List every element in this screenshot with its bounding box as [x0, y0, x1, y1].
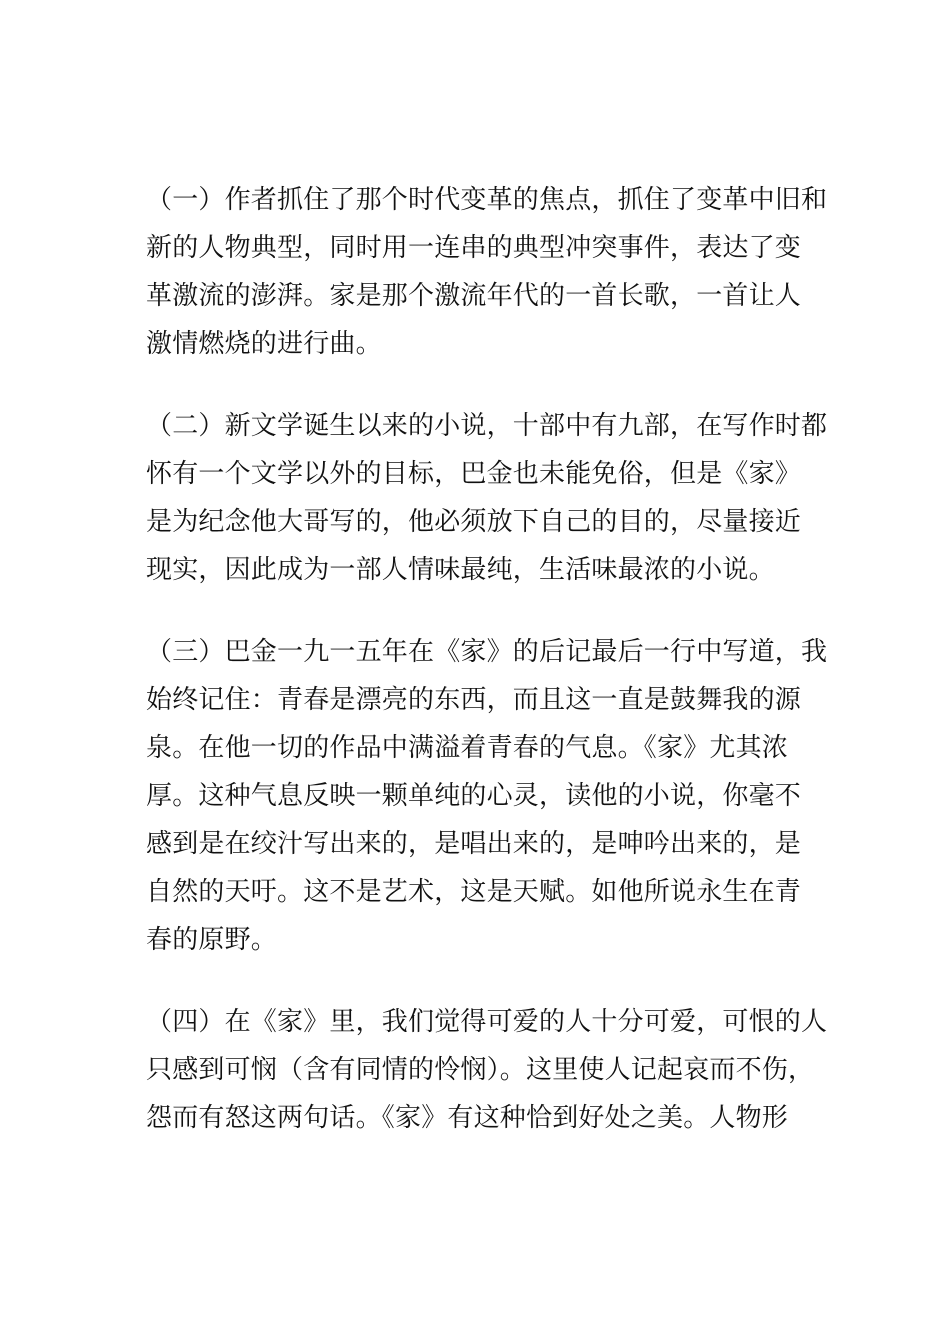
text-line: 自然的天吁。这不是艺术，这是天赋。如他所说永生在青 [146, 877, 802, 907]
text-line: 现实，因此成为一部人情味最纯，生活味最浓的小说。 [146, 555, 775, 585]
text-line: （四）在《家》里，我们觉得可爱的人十分可爱，可恨的人 [146, 1007, 828, 1037]
text-line: 怀有一个文学以外的目标，巴金也未能免俗，但是《家》 [146, 459, 802, 489]
paragraph-1 [146, 176, 828, 368]
text-line: （二）新文学诞生以来的小说，十部中有九部，在写作时都 [146, 411, 828, 441]
document-body [146, 176, 828, 1176]
text-line: 是为纪念他大哥写的，他必须放下自己的目的，尽量接近 [146, 507, 802, 537]
text-line: 感到是在绞汁写出来的，是唱出来的，是呻吟出来的，是 [146, 829, 802, 859]
text-line: 只感到可悯（含有同情的怜悯）。这里使人记起哀而不伤， [146, 1055, 815, 1085]
text-line: （一）作者抓住了那个时代变革的焦点，抓住了变革中旧和 [146, 185, 828, 215]
text-line: 泉。在他一切的作品中满溢着青春的气息。《家》尤其浓 [146, 733, 789, 763]
paragraph-3 [146, 628, 828, 964]
text-line: 激情燃烧的进行曲。 [146, 329, 382, 359]
text-line: （三）巴金一九一五年在《家》的后记最后一行中写道，我 [146, 637, 828, 667]
text-line: 革激流的澎湃。家是那个激流年代的一首长歌，一首让人 [146, 281, 802, 311]
paragraph-2 [146, 402, 828, 594]
text-line: 始终记住：青春是漂亮的东西，而且这一直是鼓舞我的源 [146, 685, 802, 715]
paragraph-4 [146, 998, 828, 1142]
text-line: 新的人物典型，同时用一连串的典型冲突事件，表达了变 [146, 233, 802, 263]
text-line: 厚。这种气息反映一颗单纯的心灵，读他的小说，你毫不 [146, 781, 802, 811]
text-line: 怨而有怒这两句话。《家》有这种恰到好处之美。人物形 [146, 1103, 789, 1133]
text-line: 春的原野。 [146, 925, 278, 955]
